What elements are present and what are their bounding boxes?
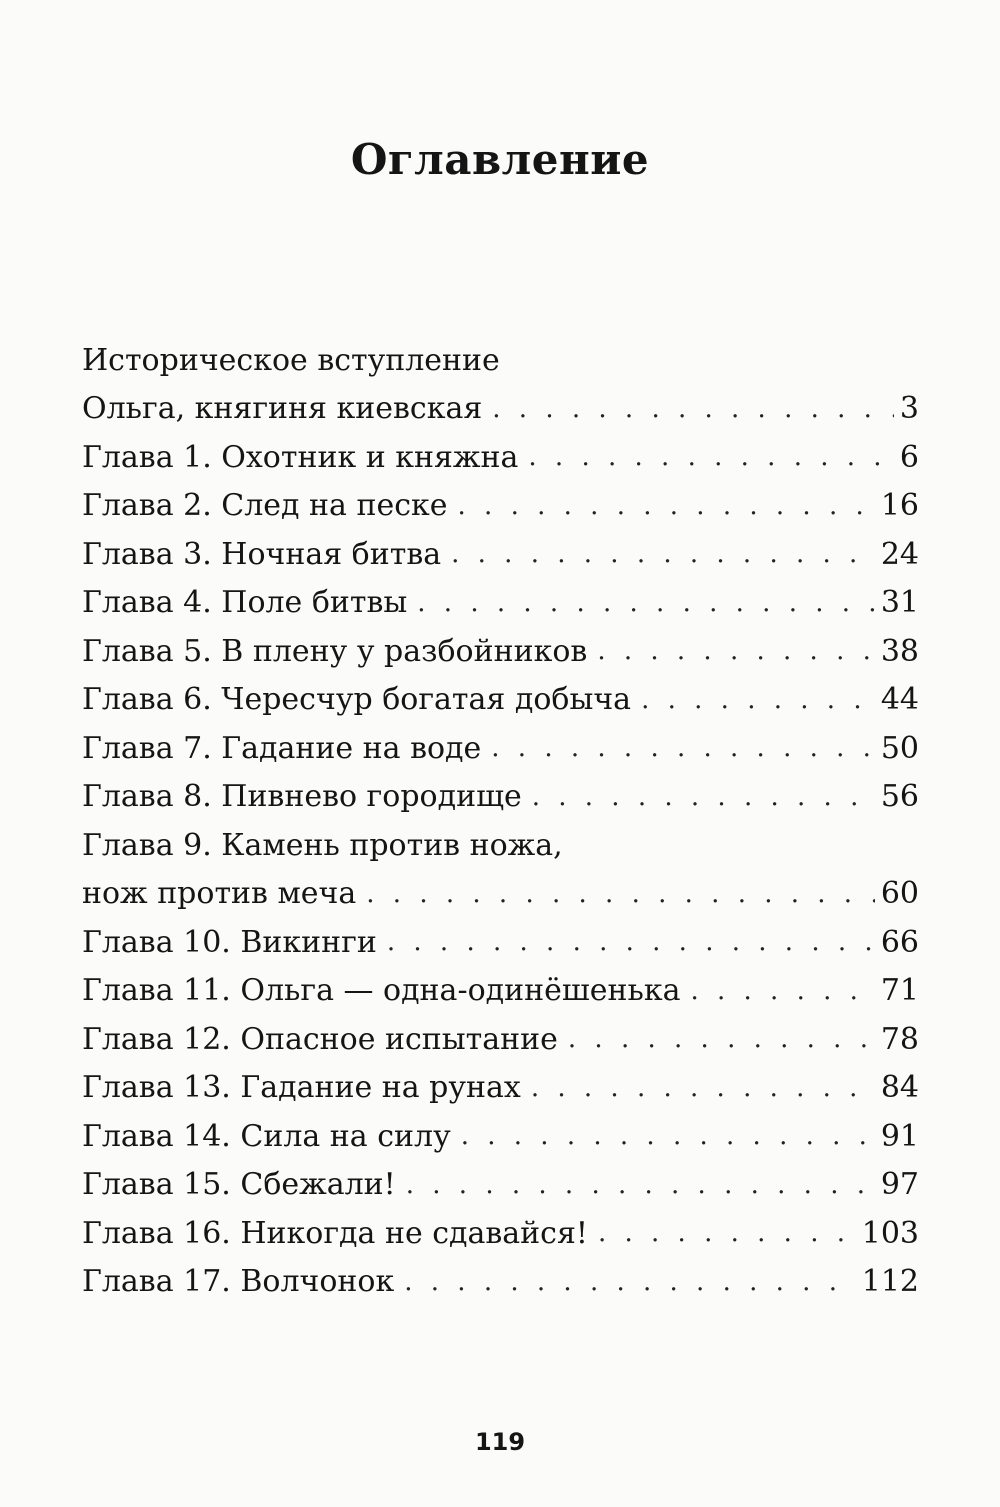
dot-leader	[597, 636, 875, 666]
toc-entry	[82, 1064, 919, 1113]
toc-entry-page: 97	[880, 1167, 919, 1203]
toc-entry-title: Глава 8. Пивнево городище	[82, 779, 522, 815]
dot-leader	[598, 1218, 856, 1248]
toc-entry	[82, 482, 919, 531]
toc-entry	[82, 1112, 919, 1161]
toc-entry	[82, 870, 919, 919]
toc-entry	[82, 724, 919, 773]
toc-entry-title: Глава 7. Гадание на воде	[82, 730, 482, 766]
toc-entry-page: 50	[880, 730, 919, 766]
dot-leader	[528, 442, 894, 472]
toc-entry-page: 44	[880, 682, 919, 718]
toc-entry-page: 16	[880, 488, 919, 524]
toc-entry-page: 71	[880, 973, 919, 1009]
toc-entry-page: 6	[899, 439, 919, 475]
page-title: Оглавление	[350, 135, 650, 184]
toc-entry	[82, 385, 919, 434]
dot-leader	[458, 491, 875, 521]
dot-leader	[641, 685, 875, 715]
toc-entry-title: Ольга, княгиня киевская	[82, 391, 483, 427]
toc-entry	[82, 627, 919, 676]
toc-entry	[82, 579, 919, 628]
toc-entry-page: 60	[880, 876, 919, 912]
toc-entry-title: Глава 9. Камень против ножа,	[82, 827, 563, 863]
dot-leader	[690, 976, 874, 1006]
toc-entry-title: Глава 14. Сила на силу	[82, 1118, 451, 1154]
toc-entry-title: Глава 3. Ночная битва	[82, 536, 442, 572]
dot-leader	[451, 539, 875, 569]
toc-entry-title: Глава 2. След на песке	[82, 488, 448, 524]
toc-entry	[82, 1161, 919, 1210]
toc-entry-title: Глава 4. Поле битвы	[82, 585, 408, 621]
toc-entry-title: Глава 17. Волчонок	[82, 1264, 395, 1300]
toc-entry	[82, 1258, 919, 1307]
toc-entry	[82, 676, 919, 725]
dot-leader	[492, 394, 894, 424]
toc-entry-page: 112	[861, 1264, 919, 1300]
dot-leader	[417, 588, 875, 618]
toc-entry-title: Глава 11. Ольга — одна-одинёшенька	[82, 973, 681, 1009]
dot-leader	[568, 1024, 875, 1054]
toc-entry	[82, 530, 919, 579]
toc-entry	[82, 1015, 919, 1064]
toc-entry	[82, 433, 919, 482]
toc-entry-title: Глава 16. Никогда не сдавайся!	[82, 1215, 588, 1251]
toc-entry-page: 103	[861, 1215, 919, 1251]
toc-entry-title: Глава 13. Гадание на рунах	[82, 1070, 521, 1106]
page-number: 119	[474, 1428, 526, 1456]
dot-leader	[531, 1073, 875, 1103]
toc-entry	[82, 336, 919, 385]
toc-entry-page: 56	[880, 779, 919, 815]
toc-entry-title: Историческое вступление	[82, 342, 500, 378]
toc-entry-page: 91	[880, 1118, 919, 1154]
toc-entry-page: 84	[880, 1070, 919, 1106]
toc-entry	[82, 821, 919, 870]
dot-leader	[387, 927, 875, 957]
toc-entry-title: Глава 10. Викинги	[82, 924, 377, 960]
dot-leader	[366, 879, 875, 909]
toc-entry-page: 38	[880, 633, 919, 669]
dot-leader	[406, 1170, 875, 1200]
toc-entry-title: Глава 12. Опасное испытание	[82, 1021, 558, 1057]
toc-entry-page: 24	[880, 536, 919, 572]
toc-entry-page: 78	[880, 1021, 919, 1057]
toc-entry-page: 3	[899, 391, 919, 427]
dot-leader	[404, 1267, 856, 1297]
toc-entry	[82, 773, 919, 822]
toc-entry	[82, 1209, 919, 1258]
toc-entry	[82, 918, 919, 967]
toc-entry-page: 31	[880, 585, 919, 621]
toc-entry	[82, 967, 919, 1016]
dot-leader	[532, 782, 875, 812]
toc-entry-title: Глава 1. Охотник и княжна	[82, 439, 519, 475]
toc-entry-page: 66	[880, 924, 919, 960]
toc-entry-title: Глава 15. Сбежали!	[82, 1167, 396, 1203]
toc-entry-title: Глава 6. Чересчур богатая добыча	[82, 682, 632, 718]
dot-leader	[461, 1121, 875, 1151]
dot-leader	[491, 733, 875, 763]
table-of-contents	[82, 336, 919, 1306]
toc-entry-title: Глава 5. В плену у разбойников	[82, 633, 588, 669]
toc-entry-title: нож против меча	[82, 876, 357, 912]
